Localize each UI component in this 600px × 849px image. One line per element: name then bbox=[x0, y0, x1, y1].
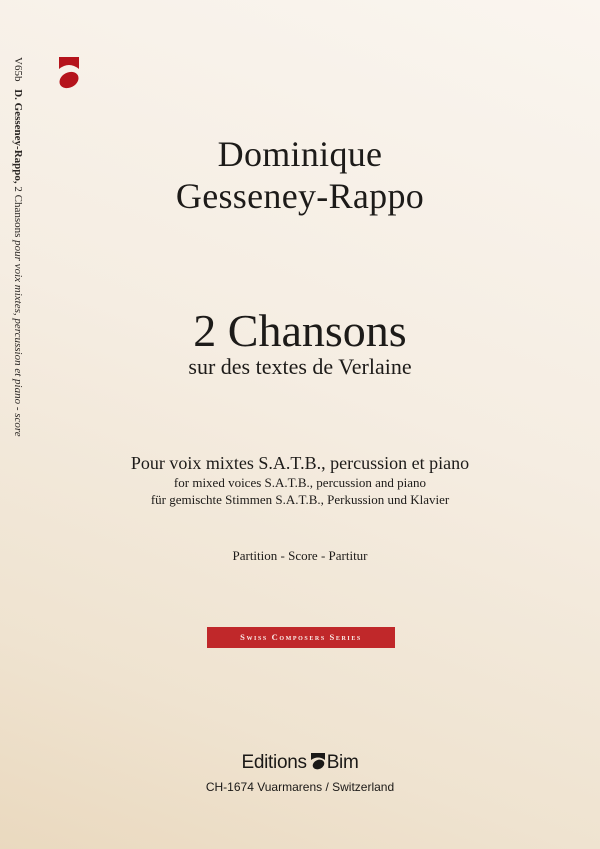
publisher-logo bbox=[0, 752, 600, 774]
editions-bim-mark-icon bbox=[58, 57, 80, 91]
spine-title: 2 Chansons bbox=[12, 186, 24, 238]
bim-note-icon bbox=[310, 752, 326, 770]
catalog-code: V65b bbox=[12, 57, 24, 82]
spine-author: D. Gesseney-Rappo, bbox=[12, 89, 24, 184]
instrumentation-french: Pour voix mixtes S.A.T.B., percussion et piano bbox=[130, 453, 470, 473]
publisher-name-part2: Bim bbox=[326, 752, 359, 773]
work-title: 2 Chansons bbox=[193, 305, 407, 356]
instrumentation-english: for mixed voices S.A.T.B., percussion and piano bbox=[173, 475, 427, 490]
work-subtitle: sur des textes de Verlaine bbox=[188, 354, 412, 379]
composer-last-name: Gesseney-Rappo bbox=[175, 176, 425, 216]
series-banner: Swiss Composers Series bbox=[207, 627, 395, 648]
publisher-name-part1: Editions bbox=[241, 752, 307, 773]
publisher-address: CH-1674 Vuarmarens / Switzerland bbox=[205, 780, 395, 794]
instrumentation-german: für gemischte Stimmen S.A.T.B., Perkussion und Klavier bbox=[150, 492, 450, 507]
composer-name bbox=[0, 133, 600, 217]
spine-instrumentation: pour voix mixtes, percussion et piano - score bbox=[12, 240, 24, 437]
composer-first-name: Dominique bbox=[217, 134, 383, 174]
edition-type: Partition - Score - Partitur bbox=[232, 548, 368, 563]
